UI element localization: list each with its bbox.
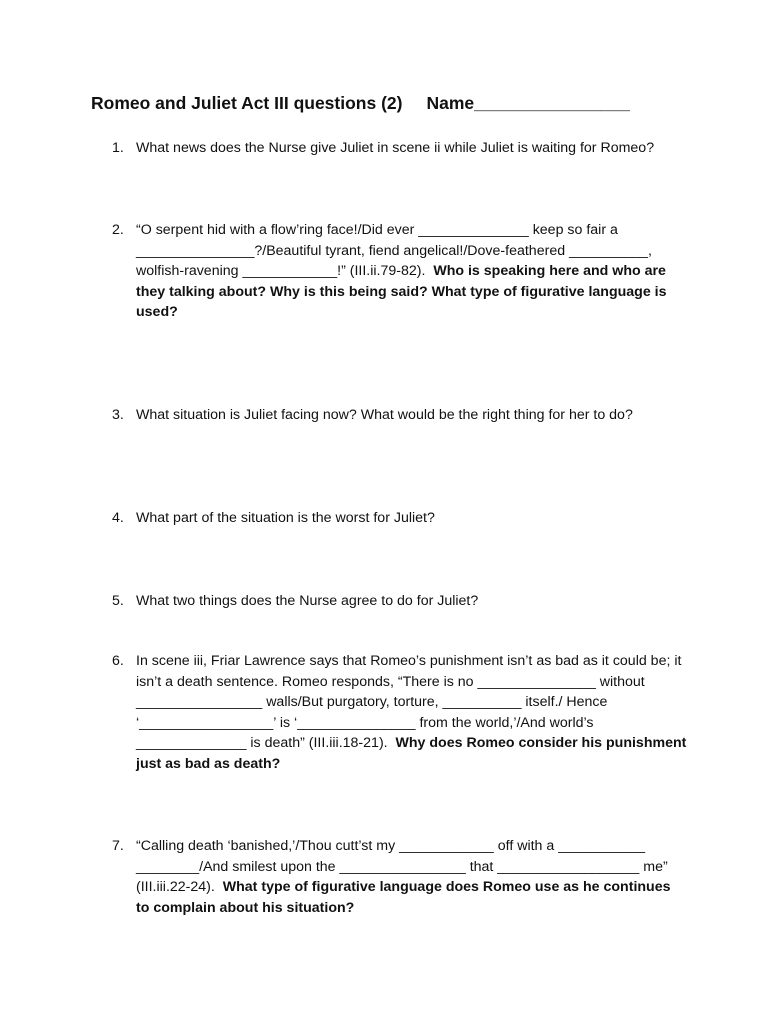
question-text: What part of the situation is the worst for Juliet?	[136, 510, 435, 526]
name-field-label: Name________________	[426, 93, 630, 113]
question-text: “O serpent hid with a flow’ring face!/Did ever ______________ keep so fair a _______________?/Beautiful tyrant, fiend angelical!/Dove-feathered __________, wolfish-ravening ____________!” (III.ii.79-82).	[136, 222, 652, 280]
question-prompt-bold: Who is speaking here and who are they talking about? Why is this being said? What type of figurative language is used?	[136, 263, 667, 321]
question-number: 2.	[112, 222, 124, 238]
question-text: In scene iii, Friar Lawrence says that Romeo’s punishment isn’t as bad as it could be; it isn’t a death sentence. Romeo responds, “There is no _______________ without ________________ walls/But purgatory, torture, __________ itself./ Hence ‘_________________’ is ‘_______________ from the world,’/And world’s ______________ is death” (III.iii.18-21).	[136, 653, 682, 752]
question-2	[112, 220, 687, 323]
question-1	[112, 138, 687, 159]
question-4	[112, 508, 687, 529]
page-title	[91, 93, 630, 114]
worksheet-title: Romeo and Juliet Act III questions (2)	[91, 93, 403, 113]
question-number: 4.	[112, 510, 124, 526]
question-number: 3.	[112, 407, 124, 423]
question-5	[112, 591, 687, 612]
question-number: 5.	[112, 593, 124, 609]
question-number: 1.	[112, 140, 124, 156]
question-6	[112, 651, 687, 775]
question-number: 6.	[112, 653, 124, 669]
question-prompt-bold: What type of figurative language does Romeo use as he continues to complain about his situation?	[136, 879, 671, 916]
question-prompt-bold: Why does Romeo consider his punishment just as bad as death?	[136, 735, 687, 772]
question-text: “Calling death ‘banished,’/Thou cutt’st my ____________ off with a ___________ ________/And smilest upon the ________________ that __________________ me” (III.iii.22-24).	[136, 838, 668, 896]
question-text: What situation is Juliet facing now? What would be the right thing for her to do?	[136, 407, 633, 423]
question-7	[112, 836, 687, 918]
question-text: What news does the Nurse give Juliet in scene ii while Juliet is waiting for Romeo?	[136, 140, 655, 156]
question-text: What two things does the Nurse agree to do for Juliet?	[136, 593, 479, 609]
question-3	[112, 405, 687, 426]
question-number: 7.	[112, 838, 124, 854]
